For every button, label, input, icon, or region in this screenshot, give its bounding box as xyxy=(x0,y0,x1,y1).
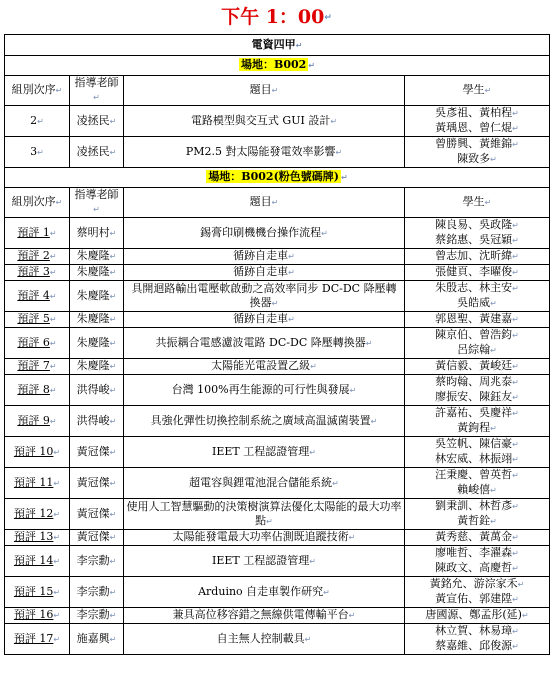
advisor: 蔡明村↵ xyxy=(70,218,124,249)
topic: 使用人工智慧驅動的決策樹演算法優化太陽能的最大功率點↵ xyxy=(124,499,405,530)
students: 朱殷志、林主安↵ 吳皓威↵ xyxy=(405,281,550,312)
group-order: 預評 10↵ xyxy=(5,437,70,468)
topic: 電路模型與交互式 GUI 設計↵ xyxy=(124,106,405,137)
group-order: 預評 15↵ xyxy=(5,577,70,608)
group-order: 2↵ xyxy=(5,106,70,137)
topic: 循跡自走車↵ xyxy=(124,265,405,281)
table-row xyxy=(5,608,550,624)
students: 許嘉祐、吳慶祥↵ 黃鉤程↵ xyxy=(405,406,550,437)
students: 陳良易、吳政隆↵ 蔡銘惠、吳冠穎↵ xyxy=(405,218,550,249)
header-topic: 題目↵ xyxy=(124,188,405,218)
venue2-label-row xyxy=(5,168,550,188)
table-row xyxy=(5,106,550,137)
table-row xyxy=(5,530,550,546)
advisor: 凌拯民↵ xyxy=(70,137,124,168)
table-row xyxy=(5,468,550,499)
students: 黃信毅、黃峻廷↵ xyxy=(405,359,550,375)
group-order: 預評 16↵ xyxy=(5,608,70,624)
topic: 具強化彈性切換控制系統之廣域高温滅菌裝置↵ xyxy=(124,406,405,437)
topic: 具開迴路輸出電壓軟啟動之高效率同步 DC-DC 降壓轉換器↵ xyxy=(124,281,405,312)
students: 張健頁、李曜俊↵ xyxy=(405,265,550,281)
advisor: 李宗勳↵ xyxy=(70,577,124,608)
topic: 太陽能發電最大功率佔測既追蹤技術↵ xyxy=(124,530,405,546)
topic: 兼具高位移容錯之無線供電傳輸平台↵ xyxy=(124,608,405,624)
advisor: 黃冠傑↵ xyxy=(70,437,124,468)
group-order: 預評 2↵ xyxy=(5,249,70,265)
table-row xyxy=(5,359,550,375)
group-order: 預評 11↵ xyxy=(5,468,70,499)
group-order: 預評 12↵ xyxy=(5,499,70,530)
advisor: 李宗勳↵ xyxy=(70,546,124,577)
students: 吳笠帆、陳信豪↵ 林宏威、林振翊↵ xyxy=(405,437,550,468)
advisor: 朱慶隆↵ xyxy=(70,249,124,265)
advisor: 凌拯民↵ xyxy=(70,106,124,137)
table-row xyxy=(5,437,550,468)
venue2-label: 場地：B002(粉色號碼牌) ↵ xyxy=(5,168,550,188)
group-order: 預評 6↵ xyxy=(5,328,70,359)
class-row xyxy=(5,35,550,56)
topic: 循跡自走車↵ xyxy=(124,312,405,328)
venue2-header-row xyxy=(5,188,550,218)
students: 黃秀慈、黃萬金↵ xyxy=(405,530,550,546)
topic: 太陽能光電設置乙級↵ xyxy=(124,359,405,375)
header-advisor: 指導老師↵ xyxy=(70,76,124,106)
table-row xyxy=(5,312,550,328)
topic: Arduino 自走車製作研究↵ xyxy=(124,577,405,608)
group-order: 預評 5↵ xyxy=(5,312,70,328)
advisor: 黃冠傑↵ xyxy=(70,499,124,530)
table-row xyxy=(5,546,550,577)
table-row xyxy=(5,137,550,168)
advisor: 施嘉興↵ xyxy=(70,624,124,655)
topic: PM2.5 對太陽能發電效率影響↵ xyxy=(124,137,405,168)
venue1-header-row xyxy=(5,76,550,106)
session-time: 下午 1：00↵ xyxy=(221,6,332,28)
group-order: 預評 13↵ xyxy=(5,530,70,546)
students: 曾志加、沈昕緯↵ xyxy=(405,249,550,265)
students: 林立賀、林易璋↵ 蔡嘉維、邱俊源↵ xyxy=(405,624,550,655)
table-row xyxy=(5,406,550,437)
table-row xyxy=(5,577,550,608)
header-advisor: 指導老師↵ xyxy=(70,188,124,218)
table-row xyxy=(5,265,550,281)
table-row xyxy=(5,218,550,249)
header-students: 學生↵ xyxy=(405,188,550,218)
group-order: 預評 7↵ xyxy=(5,359,70,375)
group-order: 預評 4↵ xyxy=(5,281,70,312)
venue1-label-row xyxy=(5,56,550,76)
students: 劉秉訓、林哲彥↵ 黃哲銓↵ xyxy=(405,499,550,530)
schedule-table xyxy=(4,34,550,655)
group-order: 預評 9↵ xyxy=(5,406,70,437)
table-row xyxy=(5,375,550,406)
topic: 循跡自走車↵ xyxy=(124,249,405,265)
advisor: 朱慶隆↵ xyxy=(70,265,124,281)
topic: 共振耦合電感濾波電路 DC-DC 降壓轉換器↵ xyxy=(124,328,405,359)
students: 蔡昀翰、周兆泰↵ 廖振安、陳鈺友↵ xyxy=(405,375,550,406)
students: 陳京伯、曾浩鈞↵ 呂綜翰↵ xyxy=(405,328,550,359)
students: 吳彥祖、黃柏程↵ 黃瑀恩、曾仁焜↵ xyxy=(405,106,550,137)
table-row xyxy=(5,624,550,655)
advisor: 朱慶隆↵ xyxy=(70,328,124,359)
table-row xyxy=(5,499,550,530)
advisor: 李宗勳↵ xyxy=(70,608,124,624)
students: 曾勝興、黃維錦↵ 陳致多↵ xyxy=(405,137,550,168)
topic: IEET 工程認證管理↵ xyxy=(124,546,405,577)
topic: IEET 工程認證管理↵ xyxy=(124,437,405,468)
group-order: 預評 1↵ xyxy=(5,218,70,249)
students: 唐國源、鄭孟彤(延)↵ xyxy=(405,608,550,624)
topic: 自主無人控制載具↵ xyxy=(124,624,405,655)
table-row xyxy=(5,281,550,312)
students: 郭恩聖、黃建嘉↵ xyxy=(405,312,550,328)
advisor: 朱慶隆↵ xyxy=(70,281,124,312)
topic: 錫膏印刷機機台操作流程↵ xyxy=(124,218,405,249)
students: 黃銘允、游淙家禾↵ 黃宣佑、郭建陞↵ xyxy=(405,577,550,608)
venue1-label: 場地：B002 ↵ xyxy=(5,56,550,76)
group-order: 預評 14↵ xyxy=(5,546,70,577)
advisor: 黃冠傑↵ xyxy=(70,468,124,499)
class-name: 電資四甲↵ xyxy=(5,35,550,56)
header-students: 學生↵ xyxy=(405,76,550,106)
table-row xyxy=(5,328,550,359)
topic: 超電容與鋰電池混合儲能系統↵ xyxy=(124,468,405,499)
advisor: 朱慶隆↵ xyxy=(70,359,124,375)
topic: 台灣 100%再生能源的可行性與發展↵ xyxy=(124,375,405,406)
header-order: 組別次序↵ xyxy=(5,188,70,218)
group-order: 預評 3↵ xyxy=(5,265,70,281)
advisor: 洪得峻↵ xyxy=(70,406,124,437)
advisor: 黃冠傑↵ xyxy=(70,530,124,546)
group-order: 預評 8↵ xyxy=(5,375,70,406)
group-order: 3↵ xyxy=(5,137,70,168)
students: 汪秉慶、曾英哲↵ 賴峻僖↵ xyxy=(405,468,550,499)
students: 廖唯哲、李濯森↵ 陳政文、高慶哲↵ xyxy=(405,546,550,577)
advisor: 洪得峻↵ xyxy=(70,375,124,406)
group-order: 預評 17↵ xyxy=(5,624,70,655)
advisor: 朱慶隆↵ xyxy=(70,312,124,328)
table-row xyxy=(5,249,550,265)
header-order: 組別次序↵ xyxy=(5,76,70,106)
header-topic: 題目↵ xyxy=(124,76,405,106)
